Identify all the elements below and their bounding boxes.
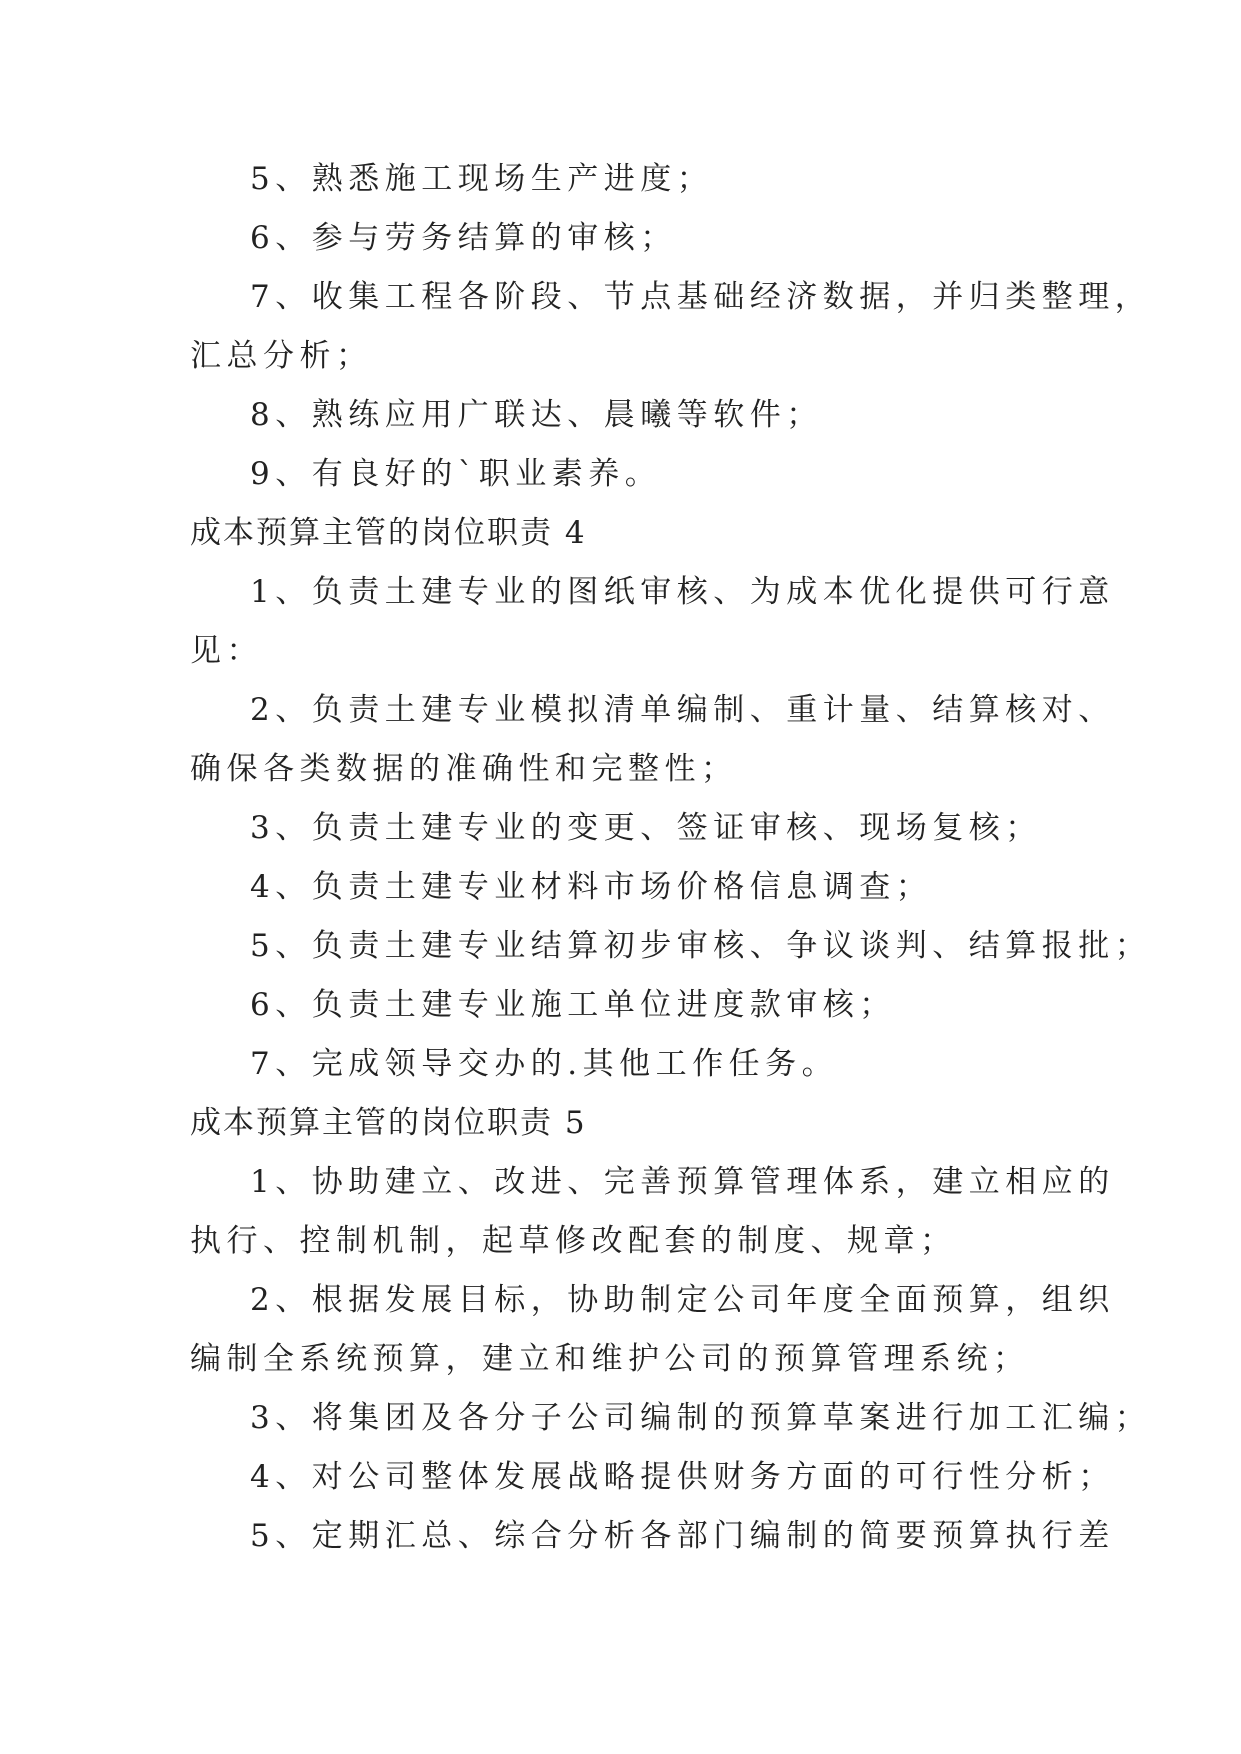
list-item: 5、定期汇总、综合分析各部门编制的简要预算执行差 xyxy=(250,1518,1115,1554)
list-item: 1、协助建立、改进、完善预算管理体系，建立相应的 xyxy=(250,1164,1115,1200)
list-item-continuation: 汇总分析； xyxy=(190,338,373,374)
list-item: 5、负责土建专业结算初步审核、争议谈判、结算报批； xyxy=(250,928,1152,964)
list-item: 8、熟练应用广联达、晨曦等软件； xyxy=(250,397,823,433)
list-item: 9、有良好的`职业素养。 xyxy=(250,456,662,492)
document-body xyxy=(190,150,1152,1566)
list-item: 7、收集工程各阶段、节点基础经济数据，并归类整理， xyxy=(250,279,1152,315)
list-item-continuation: 确保各类数据的准确性和完整性； xyxy=(190,751,738,787)
list-item: 5、熟悉施工现场生产进度； xyxy=(250,161,714,197)
list-item: 2、根据发展目标，协助制定公司年度全面预算，组织 xyxy=(250,1282,1115,1318)
section-heading: 成本预算主管的岗位职责 4 xyxy=(190,515,587,551)
list-item-continuation: 执行、控制机制，起草修改配套的制度、规章； xyxy=(190,1223,957,1259)
list-item-continuation: 编制全系统预算，建立和维护公司的预算管理系统； xyxy=(190,1341,1030,1377)
list-item: 2、负责土建专业模拟清单编制、重计量、结算核对、 xyxy=(250,692,1115,728)
list-item: 6、参与劳务结算的审核； xyxy=(250,220,677,256)
list-item-continuation: 见： xyxy=(190,633,263,669)
list-item: 3、将集团及各分子公司编制的预算草案进行加工汇编； xyxy=(250,1400,1152,1436)
section-heading: 成本预算主管的岗位职责 5 xyxy=(190,1105,587,1141)
list-item: 6、负责土建专业施工单位进度款审核； xyxy=(250,987,896,1023)
list-item: 7、完成领导交办的.其他工作任务。 xyxy=(250,1046,839,1082)
list-item: 3、负责土建专业的变更、签证审核、现场复核； xyxy=(250,810,1042,846)
list-item: 1、负责土建专业的图纸审核、为成本优化提供可行意 xyxy=(250,574,1115,610)
list-item: 4、对公司整体发展战略提供财务方面的可行性分析； xyxy=(250,1459,1115,1495)
list-item: 4、负责土建专业材料市场价格信息调查； xyxy=(250,869,933,905)
